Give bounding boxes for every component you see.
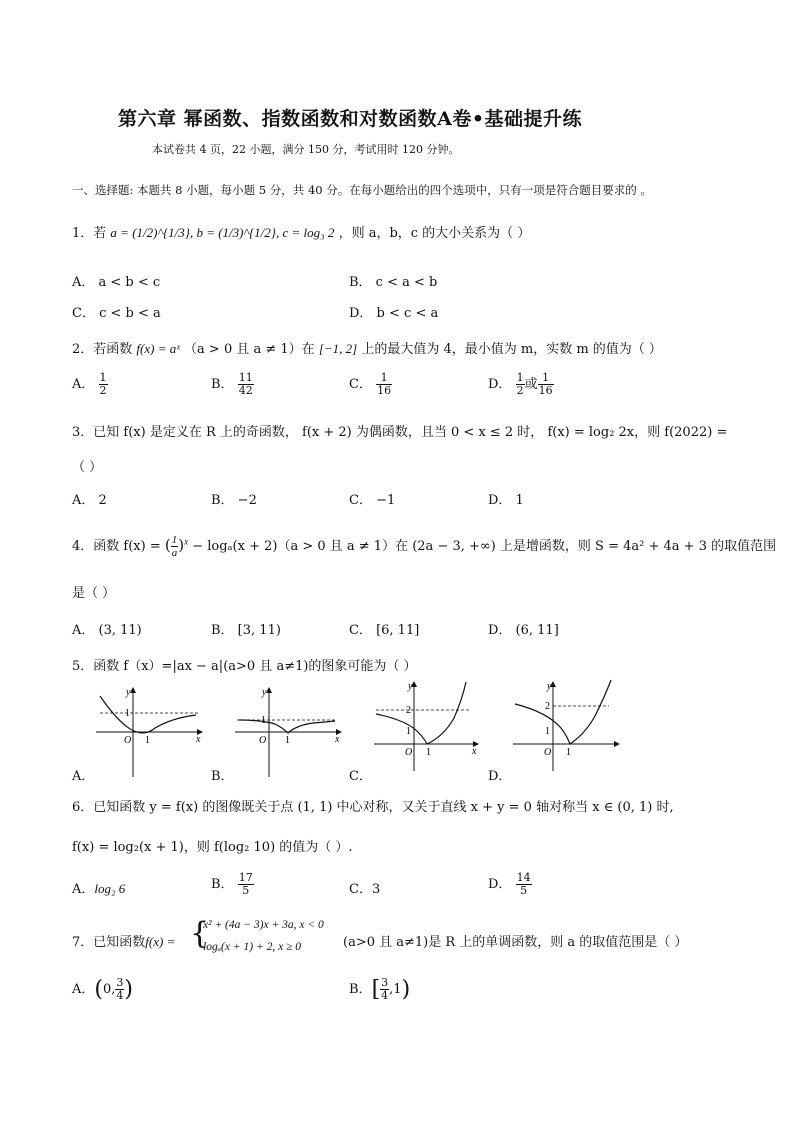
q6-a-value: log₂ 6 xyxy=(94,881,126,896)
origin-label: O xyxy=(544,747,552,758)
q2-text-2: （a > 0 且 a ≠ 1）在 xyxy=(184,342,315,357)
y-label: y xyxy=(126,687,131,698)
section-heading: 一、选择题: 本题共 8 小题，每小题 5 分，共 40 分。在每小题给出的四个选项中，只有一项是符合题目要求的 。 xyxy=(72,183,652,197)
q7-b-right-bracket: ) xyxy=(401,977,411,1002)
q6-c-value: 3 xyxy=(371,882,381,897)
q6-d-den: 5 xyxy=(520,884,528,897)
q7-b-fraction xyxy=(380,977,389,1002)
q7-a-den: 4 xyxy=(116,989,124,1002)
q2-d-or: 或 xyxy=(524,377,538,392)
q2-d-fraction-1 xyxy=(516,372,525,397)
x-one-label: 1 xyxy=(145,735,150,746)
curve xyxy=(376,682,466,744)
q3-option-a[interactable]: A． 2 xyxy=(72,493,107,508)
q3-option-d[interactable]: D． 1 xyxy=(488,493,524,508)
x-one-label: 1 xyxy=(566,747,571,758)
y-one-label: 1 xyxy=(261,715,266,726)
q2-b-label: B． xyxy=(211,377,234,392)
q6-b-den: 5 xyxy=(242,884,250,897)
q7-a-right-bracket: ) xyxy=(124,977,133,1002)
q7-a-left-bracket: ( xyxy=(94,977,103,1002)
q5-option-c[interactable]: C． xyxy=(349,769,372,784)
q2-interval: [−1, 2] xyxy=(318,341,358,356)
q4-paren-close: ) xyxy=(178,536,185,554)
q6-option-d[interactable] xyxy=(488,872,532,897)
q5-graph-b[interactable] xyxy=(231,682,346,782)
q2-d-num-1: 1 xyxy=(516,371,524,384)
q6-d-fraction xyxy=(516,872,532,897)
q2-text-1: 2．若函数 xyxy=(72,342,133,357)
q2-a-label: A． xyxy=(72,377,95,392)
q6-line-2: f(x) = log₂(x + 1)，则 f(log₂ 10) 的值为（ ）. xyxy=(72,840,353,855)
q1-number: 1．若 xyxy=(72,226,107,241)
y-label: y xyxy=(547,681,552,692)
x-one-label: 1 xyxy=(426,747,431,758)
q4-num: 1 xyxy=(171,534,178,546)
q2-option-c[interactable] xyxy=(349,372,392,397)
q4-option-a[interactable]: A． (3, 11) xyxy=(72,623,142,638)
q5-graph-a[interactable] xyxy=(92,682,207,782)
q7-a-label: A． xyxy=(72,982,95,997)
q3-option-c[interactable]: C． −1 xyxy=(349,493,396,508)
q6-option-b[interactable] xyxy=(211,872,254,897)
q2-c-num: 1 xyxy=(376,372,392,385)
q7-b-label: B． xyxy=(349,982,372,997)
q5-option-a[interactable]: A． xyxy=(72,769,95,784)
q2-option-b[interactable] xyxy=(211,372,254,397)
q4-option-c[interactable]: C． [6, 11] xyxy=(349,623,420,638)
q2-a-fraction xyxy=(99,372,108,397)
q6-c-label: C． xyxy=(349,882,372,897)
q5-option-b[interactable]: B． xyxy=(211,769,234,784)
q7-a-zero: 0, xyxy=(102,982,116,997)
q2-d-num-2: 1 xyxy=(538,372,554,385)
q6-option-a[interactable] xyxy=(72,878,125,897)
curve xyxy=(100,696,196,733)
q4-text-1: 4．函数 f(x) = xyxy=(72,539,165,554)
q6-a-label: A． xyxy=(72,882,95,897)
q2-a-den: 2 xyxy=(99,384,107,397)
q6-b-fraction xyxy=(238,872,254,897)
q7-b-den: 4 xyxy=(381,989,389,1002)
q7-case-1: x² + (4a − 3)x + 3a, x < 0 xyxy=(203,919,324,931)
origin-label: O xyxy=(259,735,267,746)
y-two-label: 2 xyxy=(406,705,411,716)
origin-label: O xyxy=(124,735,132,746)
q5-option-d[interactable]: D． xyxy=(488,769,512,784)
q7-option-b[interactable] xyxy=(349,977,410,1002)
q4-text-2: − logₐ(x + 2)（a > 0 且 a ≠ 1）在 (2a − 3, +∞) 上是增函数，则 S = 4a² + 4a + 3 的取值范围 xyxy=(188,539,777,554)
q7-brace: { xyxy=(190,916,210,951)
q7-b-left-bracket: [ xyxy=(371,977,381,1002)
q7-a-num: 3 xyxy=(116,976,124,989)
exam-info: 本试卷共 4 页，22 小题，满分 150 分，考试用时 120 分钟。 xyxy=(152,143,460,156)
q2-c-label: C． xyxy=(349,377,372,392)
q4-line-1 xyxy=(72,534,776,559)
q2-a-num: 1 xyxy=(99,371,107,384)
x-label: x xyxy=(335,734,340,745)
q6-line-1: 6．已知函数 y = f(x) 的图像既关于点 (1, 1) 中心对称，又关于直线 x + y = 0 轴对称当 x ∈ (0, 1) 时, xyxy=(72,800,674,815)
y-one-label: 1 xyxy=(545,726,550,737)
origin-label: O xyxy=(405,747,413,758)
q6-d-label: D． xyxy=(488,877,512,892)
q7-b-num: 3 xyxy=(381,976,389,989)
q7-text-2: (a>0 且 a≠1)是 R 上的单调函数，则 a 的取值范围是（ ） xyxy=(343,935,688,950)
q7-case-2: logₐ(x + 1) + 2, x ≥ 0 xyxy=(203,941,302,953)
question-1 xyxy=(72,222,530,241)
q2-d-den-1: 2 xyxy=(516,384,524,397)
q7-option-a[interactable] xyxy=(72,977,133,1002)
x-label: x xyxy=(472,746,477,757)
q7-function: f(x) = xyxy=(145,934,176,949)
y-label: y xyxy=(262,687,267,698)
q2-b-den: 42 xyxy=(238,384,253,397)
question-5: 5．函数 f（x）=|ax − a|(a>0 且 a≠1)的图象可能为（ ） xyxy=(72,659,417,674)
x-label: x xyxy=(196,734,201,745)
q4-den: a xyxy=(171,547,178,559)
q6-b-num: 17 xyxy=(238,871,253,884)
q4-option-b[interactable]: B． [3, 11) xyxy=(211,623,281,638)
q2-text-3: 上的最大值为 4，最小值为 m，实数 m 的值为（ ） xyxy=(361,342,662,357)
q3-line-2: （ ） xyxy=(72,460,103,475)
q2-option-d[interactable] xyxy=(488,372,554,397)
question-2 xyxy=(72,338,662,357)
q1-option-d[interactable]: D． b < c < a xyxy=(349,306,439,321)
q1-option-b[interactable]: B． c < a < b xyxy=(349,275,438,290)
q1-option-a[interactable]: A． a < b < c xyxy=(72,275,161,290)
q2-c-fraction xyxy=(376,372,392,397)
q2-d-label: D． xyxy=(488,377,512,392)
q2-b-num: 11 xyxy=(238,371,253,384)
q7-text-1: 7．已知函数 xyxy=(72,935,146,950)
q1-tail: ，则 a，b，c 的大小关系为（ ） xyxy=(338,226,531,241)
q1-option-c[interactable]: C． c < b < a xyxy=(72,306,161,321)
y-one-label: 1 xyxy=(406,726,411,737)
page-title: 第六章 幂函数、指数函数和对数函数A卷•基础提升练 xyxy=(118,108,583,130)
q4-option-d[interactable]: D． (6, 11] xyxy=(488,623,559,638)
q2-d-fraction-2 xyxy=(538,372,554,397)
q2-c-den: 16 xyxy=(377,384,392,397)
q5-graph-c[interactable] xyxy=(370,676,485,776)
q2-d-den-2: 16 xyxy=(538,384,553,397)
q6-option-c[interactable] xyxy=(349,878,380,897)
curve xyxy=(239,720,335,733)
q6-d-num: 14 xyxy=(516,871,531,884)
q4-line-2: 是（ ） xyxy=(72,586,116,601)
q7-lead xyxy=(72,931,175,950)
q4-exponent: x xyxy=(184,536,189,547)
y-label: y xyxy=(408,681,413,692)
q2-function: f(x) = aˣ xyxy=(136,341,180,356)
y-two-label: 2 xyxy=(545,701,550,712)
q3-line-1: 3．已知 f(x) 是定义在 R 上的奇函数， f(x + 2) 为偶函数，且当 0 < x ≤ 2 时， f(x) = log₂ 2x，则 f(2022) = xyxy=(72,425,728,440)
q3-option-b[interactable]: B． −2 xyxy=(211,493,257,508)
q7-b-one: ,1 xyxy=(389,982,402,997)
q2-b-fraction xyxy=(238,372,254,397)
x-one-label: 1 xyxy=(285,735,290,746)
q4-paren-open: ( xyxy=(164,536,171,554)
y-one-label: 1 xyxy=(125,708,130,719)
q1-formula: a = (1/2)^{1/3}, b = (1/3)^{1/2}, c = log₃ 2 xyxy=(110,225,335,240)
q5-graph-d[interactable] xyxy=(509,676,624,776)
curve xyxy=(515,680,611,744)
q2-option-a[interactable] xyxy=(72,372,108,397)
q6-b-label: B． xyxy=(211,877,234,892)
